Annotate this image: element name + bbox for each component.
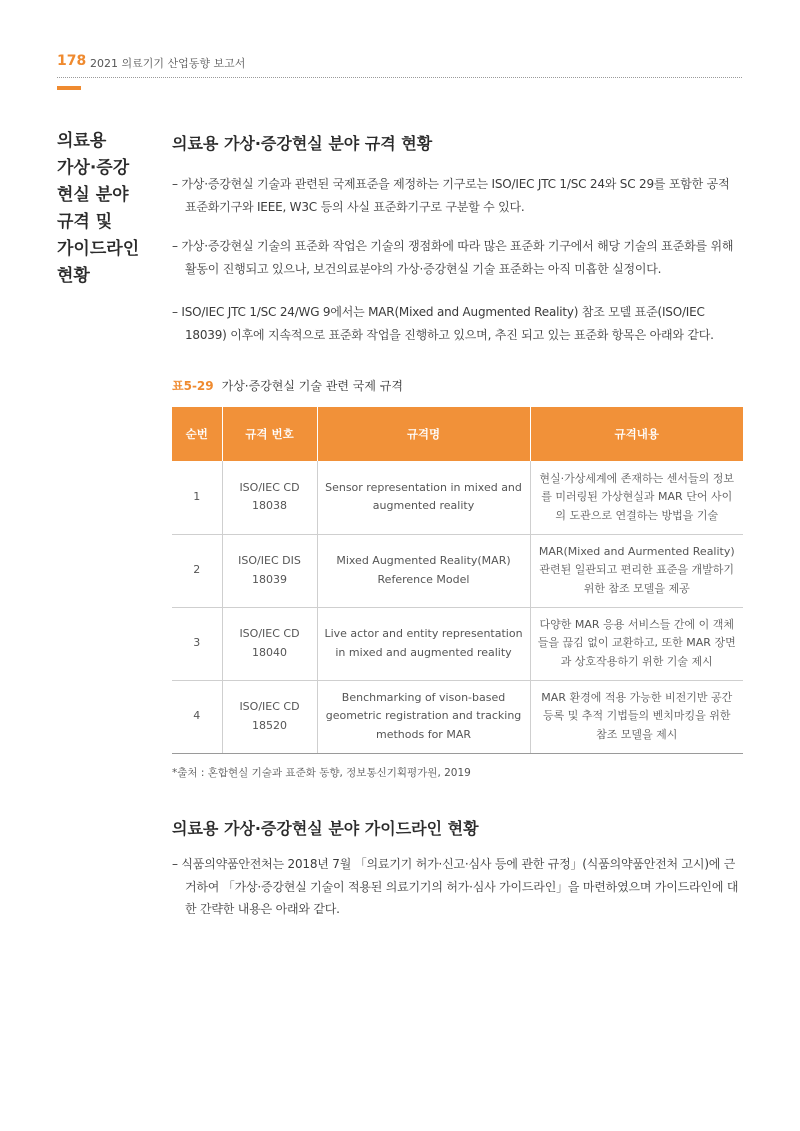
table-row <box>172 680 743 753</box>
column-header: 규격 번호 <box>222 407 317 461</box>
row-number-cell: 2 <box>172 534 222 607</box>
standard-content-cell: MAR 환경에 적용 가능한 비전기반 공간 등록 및 추적 기법들의 벤치마킹을 위한 참조 모델을 제시 <box>530 680 743 753</box>
row-number-cell: 4 <box>172 680 222 753</box>
section-title-standards: 의료용 가상·증강현실 분야 규격 현황 <box>172 134 433 153</box>
standard-number-cell: ISO/IEC DIS 18039 <box>222 534 317 607</box>
standard-content-cell: 다양한 MAR 응용 서비스들 간에 이 객체들을 끊김 없이 교환하고, 또한 MAR 장면과 상호작용하기 위한 기술 제시 <box>530 607 743 680</box>
table-row <box>172 461 743 534</box>
table-source-note: *출처 : 혼합현실 기술과 표준화 동향, 정보통신기획평가원, 2019 <box>172 767 471 779</box>
report-title: 2021 의료기기 산업동향 보고서 <box>90 57 246 70</box>
standard-number-cell: ISO/IEC CD 18040 <box>222 607 317 680</box>
page-number: 178 <box>57 53 87 69</box>
table-caption <box>172 377 403 394</box>
standard-number-cell: ISO/IEC CD 18520 <box>222 680 317 753</box>
table-caption-label: 표5-29 <box>172 379 214 393</box>
bullet-paragraph: – 가상·증강현실 기술과 관련된 국제표준을 제정하는 기구로는 ISO/IEC JTC 1/SC 24와 SC 29를 포함한 공적 표준화기구와 IEEE, W3C 등의 사실 표준화기구로 구분할 수 있다. <box>172 177 730 214</box>
table-row <box>172 607 743 680</box>
table-header-row <box>172 407 743 461</box>
bullet-paragraph: – ISO/IEC JTC 1/SC 24/WG 9에서는 MAR(Mixed and Augmented Reality) 참조 모델 표준(ISO/IEC 18039) 이후에 지속적으로 표준화 작업을 진행하고 있으며, 추진 되고 있는 표준화 항목은 아래와 같다. <box>172 305 714 342</box>
page-header <box>57 51 742 78</box>
side-title: 의료용 가상·증강 현실 분야 규격 및 가이드라인 현황 <box>57 131 140 286</box>
standard-name-cell: Benchmarking of vison-based geometric registration and tracking methods for MAR <box>317 680 530 753</box>
standard-content-cell: MAR(Mixed and Aurmented Reality) 관련된 일관되고 편리한 표준을 개발하기 위한 참조 모델을 제공 <box>530 534 743 607</box>
column-header: 규격내용 <box>530 407 743 461</box>
row-number-cell: 3 <box>172 607 222 680</box>
accent-bar <box>57 86 81 90</box>
section-title-guidelines: 의료용 가상·증강현실 분야 가이드라인 현황 <box>172 819 479 838</box>
table-caption-text: 가상·증강현실 기술 관련 국제 규격 <box>221 379 403 393</box>
column-header: 순번 <box>172 407 222 461</box>
column-header: 규격명 <box>317 407 530 461</box>
standard-name-cell: Sensor representation in mixed and augmented reality <box>317 461 530 534</box>
standard-number-cell: ISO/IEC CD 18038 <box>222 461 317 534</box>
bullet-paragraph: – 식품의약품안전처는 2018년 7월 「의료기기 허가·신고·심사 등에 관한 규정」(식품의약품안전처 고시)에 근거하여 「가상·증강현실 기술이 적용된 의료기기의 허가·심사 가이드라인」을 마련하였으며 가이드라인에 대한 간략한 내용은 아래와 같다. <box>172 857 739 916</box>
standard-name-cell: Mixed Augmented Reality(MAR) Reference Model <box>317 534 530 607</box>
row-number-cell: 1 <box>172 461 222 534</box>
standard-content-cell: 현실·가상세계에 존재하는 센서들의 정보를 미러링된 가상현실과 MAR 단어 사이의 도관으로 연결하는 방법을 기술 <box>530 461 743 534</box>
standards-table <box>172 407 743 754</box>
bullet-paragraph: – 가상·증강현실 기술의 표준화 작업은 기술의 쟁점화에 따라 많은 표준화 기구에서 해당 기술의 표준화를 위해 활동이 진행되고 있으나, 보건의료분야의 가상·증강현실 기술 표준화는 아직 미흡한 실정이다. <box>172 239 734 276</box>
table-row <box>172 534 743 607</box>
standard-name-cell: Live actor and entity representation in mixed and augmented reality <box>317 607 530 680</box>
